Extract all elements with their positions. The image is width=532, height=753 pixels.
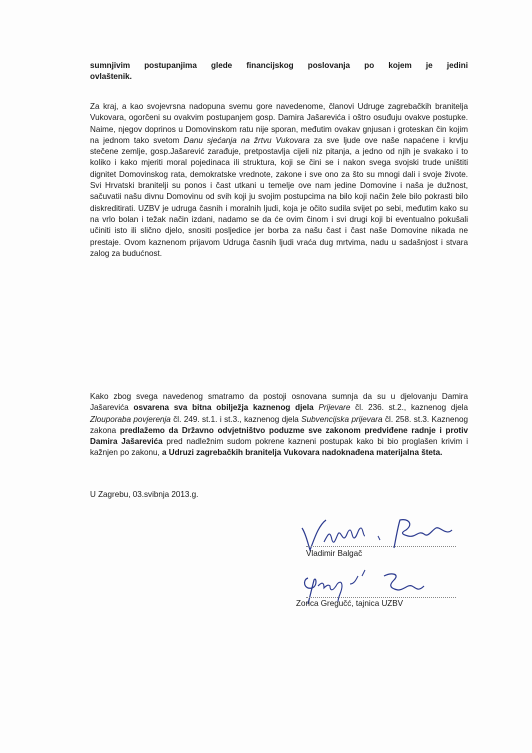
p2-s11: a Udruzi zagrebačkih branitelja Vukovara nadoknađena materijalna šteta.	[162, 448, 443, 458]
p2-s1: Kako zbog svega navedenog smatramo da postoji osnovana sumnja da su u djelovanju Damira Jašarevića	[90, 392, 468, 413]
intro-line-1: sumnjivim postupanjima glede financijskog poslovanja po kojem je jedini	[90, 61, 468, 70]
p2-s4: čl. 236. st.2., kaznenog djela	[350, 403, 468, 413]
intro-line-2: ovlaštenik.	[90, 72, 132, 82]
p2-s2: osvarena sva bitna obilježja kaznenog djela	[133, 403, 314, 413]
p2-s5: Zlouporaba povjerenja	[90, 414, 171, 424]
p2-s10: pred nadležnim sudom pokrene kazneni postupak kako bi bio proglašen krivim i kažnjen po zakonu,	[90, 437, 468, 458]
signature-line-1	[306, 546, 456, 547]
paragraph-closing-statement	[90, 101, 468, 259]
p1-italic-memorial-day: Danu sjećanja na žrtvu Vukovara	[183, 135, 310, 145]
intro-paragraph	[90, 60, 468, 83]
p2-s3: Prijevare	[318, 403, 351, 413]
signatory-name-2: Zorica Gregučć, tajnica UZBV	[296, 599, 404, 608]
p1-text-1: Za kraj, a kao svojevrsna nadopuna svemu gore navedenome, članovi Udruge zagrebačkih branitelja Vukovara, ogorčeni su ovakvim postupanjem gosp. Damira Jašarevića i oštro osuđuju ovakve postupke. Naime, njegov doprinos u Domovinskom ratu nije sporan, međutim ovakav gnjusan i groteskan čin kojim na jednom tako svetom	[90, 102, 468, 145]
p2-s7: Subvencijska prijevara	[301, 414, 383, 424]
signatory-name-1: Vladimir Balgač	[306, 549, 363, 558]
p2-s6: čl. 249. st.1. i st.3., kaznenog djela	[170, 414, 302, 424]
signature-line-2	[306, 597, 456, 598]
p2-s8: čl. 258. st.3. Kaznenog zakona	[90, 414, 468, 435]
p2-s9: predlažemo da Državno odvjetništvo poduzme sve zakonom predviđene radnje i protiv Damira Jašarevića	[90, 425, 468, 447]
p1-text-2: za sve ljude ove naše napaćene i krvlju stečene zemlje, gosp.Jašarević zarađuje, pretpostavlja cijeli niz pitanja, a jedno od njih je svakako i to koliko i kako mjeriti moral pojedinaca ili struktura, koji se čini se i nakon svega svojski trude uništiti dignitet Domovinskog rata, demokratske vrednote, zakone i sve ono za što su mnogi dali i svoje živote. Svi Hrvatski branitelji su ponos i čast utkani u temelje ove nam jedine Domovine i naša je dužnost, sačuvatii našu divnu Domovinu od svih koji ju svojim postupcima na bilo koji način žele bilo pokrasti bilo diskreditirati. UZBV je udruga časnih i moralnih ljudi, koja je očito sudila svijet po sebi, međutim kako su na vrlo bolan i težak način izdani, nadamo se da će ovim činom i svi drugi koji bi eventualno pokušali učiniti isto ili slično djelo, snositi posljedice jer borba za našu čast i čast naše Domovine nikada ne prestaje. Ovom kaznenom prijavom Udruga časnih ljudi vraća dug mrtvima, nadu u sadašnjost i stvara zalog za budućnost.	[90, 135, 468, 258]
document-date: U Zagrebu, 03.svibnja 2013.g.	[90, 490, 199, 499]
paragraph-request	[90, 391, 468, 459]
